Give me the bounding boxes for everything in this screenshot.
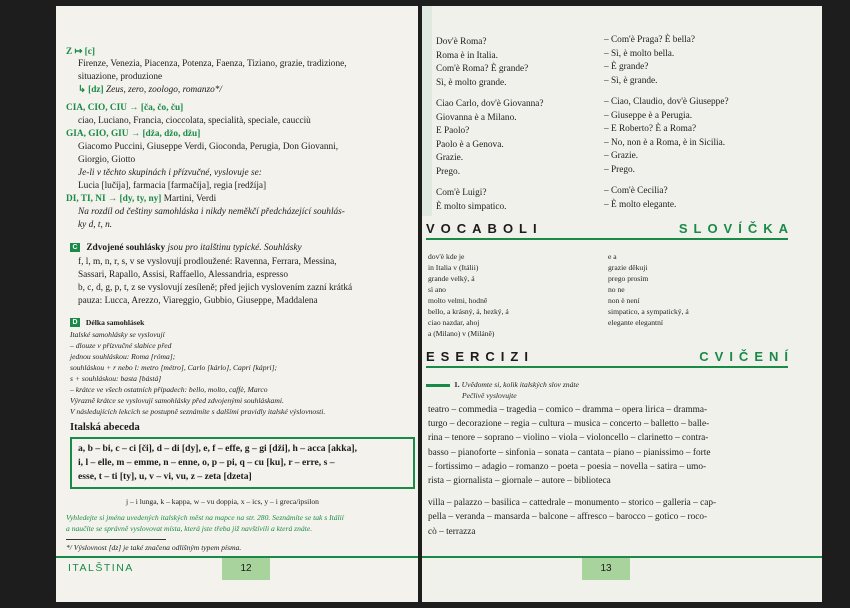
section-c-line-2: Sassari, Rapallo, Assisi, Raffaello, Alessandria, espresso bbox=[78, 270, 289, 280]
dialog-line: – Sì, è molto bella. bbox=[604, 48, 675, 59]
exercise-line: – fortissimo – adagio – romanzo – poeta – poesia – novella – satira – umo- bbox=[428, 461, 707, 472]
vocabulary-entry: in Italia v (Itálii) bbox=[428, 263, 479, 272]
exercise-line: cò – terrazza bbox=[428, 526, 476, 537]
vocabulary-header bbox=[426, 221, 794, 240]
exercise-line: basso – pianoforte – sinfonia – sonata – cantata – piano – pianissimo – forte bbox=[428, 447, 711, 458]
dialog-line: E Paolo? bbox=[436, 126, 470, 136]
z-c-sound: [c] bbox=[84, 47, 95, 57]
dialog-line: – Grazie. bbox=[604, 151, 639, 161]
vocabulary-entry: non è není bbox=[608, 296, 640, 305]
z-examples: Firenze, Venezia, Piacenza, Potenza, Faenza, Tiziano, grazie, tradizione, bbox=[78, 59, 347, 69]
alphabet-line-3: esse, t – ti [ty], u, v – vi, vu, z – zeta [dzeta] bbox=[78, 471, 252, 482]
z-dz-rule bbox=[78, 84, 222, 97]
vocabulary-entry: prego prosím bbox=[608, 274, 649, 283]
z-dz-examples: Zeus, zero, zoologo, romanzo*/ bbox=[105, 85, 223, 95]
foreign-letters: j – i lunga, k – kappa, w – vu doppia, x – ics, y – i greca/ipsilon bbox=[126, 497, 319, 506]
z-dz-sound: [dz] bbox=[88, 85, 104, 95]
dialog-line: Roma è in Italia. bbox=[436, 50, 498, 61]
vocabulary-entry: simpatico, a sympatický, á bbox=[608, 307, 689, 316]
section-d-line: Italské samohlásky se vyslovují bbox=[70, 330, 165, 339]
section-d-line: V následujících lekcích se postupně seznámíte s dalšími pravidly italské výslovnosti. bbox=[70, 407, 326, 416]
di-examples: Martini, Verdi bbox=[163, 194, 217, 204]
exercises-heading-it: ESERCIZI bbox=[426, 349, 534, 364]
vocabulary-entry: a (Milano) v (Miláně) bbox=[428, 329, 495, 338]
vocabulary-entry: grande velký, á bbox=[428, 274, 475, 283]
vocabulary-heading-cz: SLOVÍČKA bbox=[678, 221, 794, 236]
exercise-line: rina – tenore – soprano – violino – viola – violoncello – clarinetto – contra- bbox=[428, 433, 709, 444]
section-d-heading: Délka samohlásek bbox=[85, 318, 145, 327]
dialog-line: Sì, è molto grande. bbox=[436, 77, 507, 88]
dialog-line: Paolo è a Genova. bbox=[436, 139, 504, 150]
exercise-instruction-1 bbox=[454, 380, 579, 390]
z-rule bbox=[66, 46, 95, 59]
dialog-line: – E Roberto? È a Roma? bbox=[604, 124, 697, 134]
page-number-right: 13 bbox=[582, 558, 630, 580]
cia-heading: CIA, CIO, CIU → [ča, čo, ču] bbox=[66, 103, 184, 113]
section-d-line: souhláskou + r nebo l: metro [métro], Carlo [kárlo], Capri [kápri]; bbox=[70, 363, 278, 372]
exercise-line: pella – veranda – mansarda – balcone – affresco – barocco – gotico – roco- bbox=[428, 512, 708, 523]
gia-examples-2: Giorgio, Giotto bbox=[78, 155, 136, 165]
footnote: */ Výslovnost [dz] je také značena odlišným typem písma. bbox=[66, 543, 242, 552]
vocabulary-entry: elegante elegantní bbox=[608, 318, 664, 327]
section-d-line: s + souhláskou: basta [bástá] bbox=[70, 374, 162, 383]
dialog-line: – Sì, è grande. bbox=[604, 75, 658, 86]
exercise-line: rista – giornalista – giornale – autore – biblioteca bbox=[428, 476, 611, 486]
dialog-line: – Prego. bbox=[604, 164, 635, 175]
left-page bbox=[56, 6, 418, 602]
exercise-number: 1. bbox=[454, 380, 460, 389]
exercise-line: turgo – decorazione – regia – cultura – musica – concerto – balletto – balle- bbox=[428, 419, 710, 430]
exercise-line: villa – palazzo – basilica – cattedrale – monumento – storico – galleria – cap- bbox=[428, 498, 717, 509]
gia-examples: Giacomo Puccini, Giuseppe Verdi, Gioconda, Perugia, Don Giovanni, bbox=[78, 142, 339, 152]
section-c-line-4: pauza: Lucca, Arezzo, Viareggio, Gubbio, Giuseppe, Maddalena bbox=[78, 296, 318, 306]
dialog-line: – Com'è Cecilia? bbox=[604, 186, 668, 196]
section-d-line: – krátce ve všech ostatních případech: bello, molto, caffè, Marco bbox=[70, 385, 268, 394]
dialog-line: Ciao Carlo, dov'è Giovanna? bbox=[436, 99, 544, 109]
task-line-1: Vyhledejte si jména uvedených italských měst na mapce na str. 280. Seznámíte se tak s Itálií bbox=[66, 513, 344, 522]
vocabulary-entry: bello, a krásný, á, hezký, á bbox=[428, 307, 509, 316]
arrow-icon: ↦ bbox=[74, 47, 83, 57]
dialog-line: Giovanna è a Milano. bbox=[436, 112, 517, 123]
section-d-marker: D bbox=[70, 318, 80, 327]
right-page bbox=[422, 6, 822, 602]
section-c-heading-rest: jsou pro italštinu typické. Souhlásky bbox=[167, 243, 302, 253]
dialog-line: – Ciao, Claudio, dov'è Giuseppe? bbox=[604, 97, 729, 107]
vocabulary-entry: sì ano bbox=[428, 285, 446, 294]
section-c-title bbox=[70, 242, 302, 255]
footnote-divider bbox=[66, 539, 166, 540]
dialog-line: – È molto elegante. bbox=[604, 199, 677, 210]
page-number-left: 12 bbox=[222, 558, 270, 580]
gia-heading: GIA, GIO, GIU → [dža, džo, džu] bbox=[66, 129, 201, 139]
section-d-line: – dlouze v přízvučné slabice před bbox=[70, 341, 172, 350]
dialog-line: – No, non è a Roma, è in Sicilia. bbox=[604, 137, 726, 148]
z-examples-2: situazione, produzione bbox=[78, 72, 163, 82]
gia-note: Je-li v těchto skupinách i přízvučné, vyslovuje se: bbox=[78, 168, 262, 178]
margin-shade bbox=[422, 6, 432, 216]
task-line-2: a naučíte se správně vyslovovat místa, která jste třeba již navštívili a která znáte. bbox=[66, 524, 313, 533]
section-d-title bbox=[70, 318, 144, 328]
exercise-marker bbox=[426, 384, 450, 387]
gia-note-examples: Lucia [lučíja], farmacia [farmačíja], regia [redžíja] bbox=[78, 181, 267, 191]
exercise-line: teatro – commedia – tragedia – comico – dramma – opera lirica – dramma- bbox=[428, 405, 708, 415]
alphabet-title: Italská abeceda bbox=[70, 422, 140, 433]
section-d-line: jednou souhláskou: Roma [róma]; bbox=[70, 352, 176, 361]
section-c-line-3: b, c, d, g, p, t, z se vyslovují zesíleně; před jejich vyslovením zazní krátká bbox=[78, 283, 353, 293]
dialog-line: – Com'è Praga? È bella? bbox=[604, 35, 695, 45]
z-heading: Z bbox=[66, 47, 73, 57]
di-note: Na rozdíl od češtiny samohláska i nikdy neměkčí předcházející souhlás- bbox=[78, 207, 345, 217]
dialog-line: È molto simpatico. bbox=[436, 201, 507, 212]
exercises-heading-cz: CVIČENÍ bbox=[699, 349, 794, 364]
dialog-line: Com'è Luigi? bbox=[436, 188, 487, 198]
dialog-line: Dov'è Roma? bbox=[436, 37, 487, 47]
brand-label: ITALŠTINA bbox=[68, 562, 134, 574]
dialog-line: – Giuseppe è a Perugia. bbox=[604, 110, 693, 121]
alphabet-line-2: i, l – elle, m – emme, n – enne, o, p – pi, q – cu [ku], r – erre, s – bbox=[78, 457, 335, 468]
vocabulary-entry: grazie děkuji bbox=[608, 263, 648, 272]
vocabulary-entry: molto velmi, hodně bbox=[428, 296, 488, 305]
vocabulary-entry: dov'è kde je bbox=[428, 252, 465, 261]
alphabet-line-1: a, b – bi, c – ci [či], d – di [dy], e, f – effe, g – gi [dži], h – acca [akka], bbox=[78, 443, 357, 454]
vocabulary-entry: no ne bbox=[608, 285, 625, 294]
di-note-2: ky d, t, n. bbox=[78, 220, 113, 230]
exercise-instruction-2: Pečlivě vyslovujte bbox=[462, 391, 517, 400]
dialog-line: – È grande? bbox=[604, 62, 649, 72]
arrow-icon: ↳ bbox=[78, 85, 86, 95]
dialog-line: Prego. bbox=[436, 166, 461, 177]
section-c-marker: C bbox=[70, 243, 80, 252]
di-rule bbox=[66, 193, 216, 206]
cia-examples: ciao, Luciano, Francia, cioccolata, specialità, speciale, caucciù bbox=[78, 116, 311, 126]
exercises-header bbox=[426, 349, 794, 368]
dialog-line: Com'è Roma? È grande? bbox=[436, 64, 529, 74]
vocabulary-entry: ciao nazdar, ahoj bbox=[428, 318, 480, 327]
alphabet-box bbox=[70, 437, 415, 489]
di-heading: DI, TI, NI → [dy, ty, ny] bbox=[66, 194, 162, 204]
vocabulary-heading-it: VOCABOLI bbox=[426, 221, 543, 236]
section-d-line: Výrazně krátce se vyslovují samohlásky před zdvojenými souhláskami. bbox=[70, 396, 284, 405]
section-c-heading: Zdvojené souhlásky bbox=[86, 243, 166, 253]
section-c-line-1: f, l, m, n, r, s, v se vyslovují prodloužené: Ravenna, Ferrara, Messina, bbox=[78, 257, 337, 267]
exercise-instruction-text: Uvědomte si, kolik italských slov znáte bbox=[461, 380, 579, 389]
dialog-line: Grazie. bbox=[436, 153, 464, 163]
vocabulary-entry: e a bbox=[608, 252, 617, 261]
